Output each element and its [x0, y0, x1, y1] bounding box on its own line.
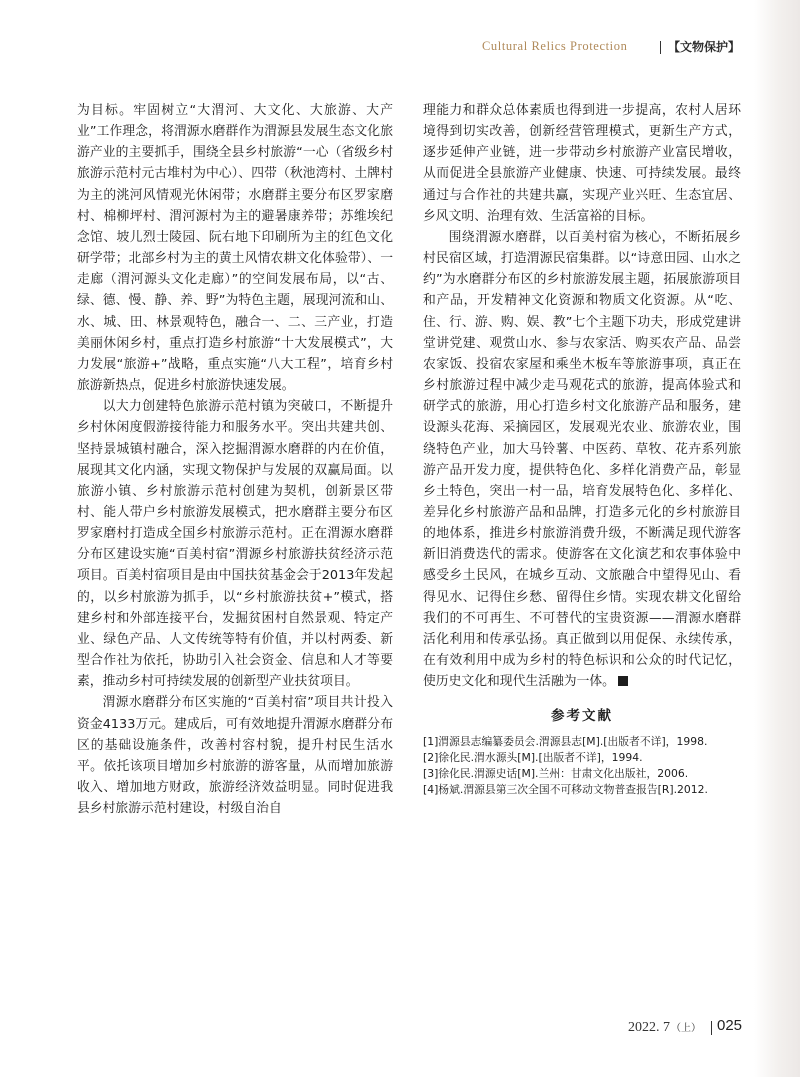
running-header-english: Cultural Relics Protection: [482, 39, 628, 53]
reference-item: [3]徐化民.渭源史话[M].兰州：甘肃文化出版社，2006.: [423, 766, 689, 780]
references-list: [423, 734, 741, 798]
running-header-section: 【文物保护】: [668, 40, 741, 54]
paragraph-text: 围绕渭源水磨群，以百美村宿为核心，不断拓展乡村民宿区域，打造渭源民宿集群。以“诗意田园、山水之约”为水磨群分布区的乡村旅游发展主题，拓展旅游项目和产品，开发精神文化资源和物质文化资源。从“吃、住、行、游、购、娱、教”七个主题下功夫，形成党建讲堂讲党建、观赏山水、参与农家活、购买农产品、品尝农家饭、投宿农家屋和乘坐木板车等旅游事项，真正在乡村旅游过程中减少走马观花式的旅游，提高体验式和研学式的旅游，用心打造乡村文化旅游产品和服务，建设源头花海、采摘园区，发展观光农业、旅游农业，围绕特色产业，加大马铃薯、中医药、草牧、花卉系列旅游产品开发力度，提供特色化、多样化消费产品，彰显乡土特色，突出一村一品，培育发展特色化、多样化、差异化乡村旅游产品和品牌，打造多元化的乡村旅游目的地体系，推进乡村旅游消费升级，不断满足现代游客新旧消费迭代的需求。使游客在文化演艺和农事体验中感受乡土民风，在城乡互动、文旅融合中望得见山、看得见水、记得住乡愁、留得住乡情。实现农耕文化留给我们的不可再生、不可替代的宝贵资源——渭源水磨群活化利用和传承弘扬。真正做到以用促保、永续传承，在有效利用中成为乡村的特色标识和公众的时代记忆，使历史文化和现代生活融为一体。: [423, 229, 741, 690]
reference-item: [4]杨斌.渭源县第三次全国不可移动文物普查报告[R].2012.: [423, 782, 708, 796]
issue-date: [628, 1019, 702, 1036]
left-text-column: [77, 100, 393, 819]
paragraph: 理能力和群众总体素质也得到进一步提高，农村人居环境得到切实改善，创新经营管理模式，更新生产方式，逐步延伸产业链，进一步带动乡村旅游产业富民增收，从而促进全县旅游产业健康、快速、可持续发展。最终通过与合作社的共建共赢，实现产业兴旺、生态宜居、乡风文明、治理有效、生活富裕的目标。: [423, 103, 741, 224]
reference-item: [1]渭源县志编纂委员会.渭源县志[M].[出版者不详]，1998.: [423, 734, 708, 748]
footer-divider: [711, 1021, 712, 1035]
right-text-column: [423, 100, 741, 798]
page-number: 025: [717, 1017, 743, 1034]
reference-item: [2]徐化民.渭水源头[M].[出版者不详]，1994.: [423, 750, 643, 764]
paragraph-final: [423, 227, 741, 692]
paragraph: 为目标。牢固树立“大渭河、大文化、大旅游、大产业”工作理念，将渭源水磨群作为渭源县发展生态文化旅游产业的主要抓手，围绕全县乡村旅游“一心（省级乡村旅游示范村元古堆村为中心）、四带（秋池湾村、土牌村为主的洮河风情观光休闲带；水磨群主要分布区罗家磨村、棉柳坪村、渭河源村为主的避暑康养带；苏维埃纪念馆、坡儿烈士陵园、阮右地下印刷所为主的红色文化研学带；北部乡村为主的黄土风情农耕文化体验带）、一走廊（渭河源头文化走廊）”的空间发展布局，以“古、绿、德、慢、静、养、野”为特色主题，展现河流和山、水、城、田、林景观特色，融合一、二、三产业，打造美丽休闲乡村，重点打造乡村旅游“十大发展模式”，大力发展“旅游+”战略，重点实施“八大工程”，培育乡村旅游新热点，促进乡村旅游快速发展。: [77, 103, 393, 394]
article-end-mark: [618, 676, 628, 686]
issue-date-main: 2022. 7: [628, 1020, 670, 1035]
issue-date-part: （上）: [671, 1023, 701, 1034]
page-edge-shading: [754, 0, 800, 1077]
references-title: 参考文献: [551, 708, 613, 725]
paragraph: 以大力创建特色旅游示范村镇为突破口，不断提升乡村休闲度假游接待能力和服务水平。突出共建共创、坚持景城镇村融合，深入挖掘渭源水磨群的内在价值，展现其文化内涵，实现文物保护与发展的双赢局面。以旅游小镇、乡村旅游示范村创建为契机，创新景区带村、能人带户乡村旅游发展模式，把水磨群主要分布区罗家磨村打造成全国乡村旅游示范村。正在渭源水磨群分布区建设实施“百美村宿”渭源乡村旅游扶贫经济示范项目。百美村宿项目是由中国扶贫基金会于2013年发起的，以乡村旅游为抓手，以“乡村旅游扶贫+”模式，搭建乡村和外部连接平台，发掘贫困村自然景观、特定产业、绿色产品、人文传统等特有价值，并以村两委、新型合作社为依托，协助引入社会资金、信息和人才等要素，推动乡村可持续发展的创新型产业扶贫项目。: [77, 399, 393, 690]
paragraph: 渭源水磨群分布区实施的“百美村宿”项目共计投入资金4133万元。建成后，可有效地提升渭源水磨群分布区的基础设施条件，改善村容村貌，提升村民生活水平。依托该项目增加乡村旅游的游客量，从而增加旅游收入、增加地方财政，旅游经济效益明显。同时促进我县乡村旅游示范村建设，村级自治自: [77, 695, 393, 817]
header-divider: [660, 41, 661, 54]
